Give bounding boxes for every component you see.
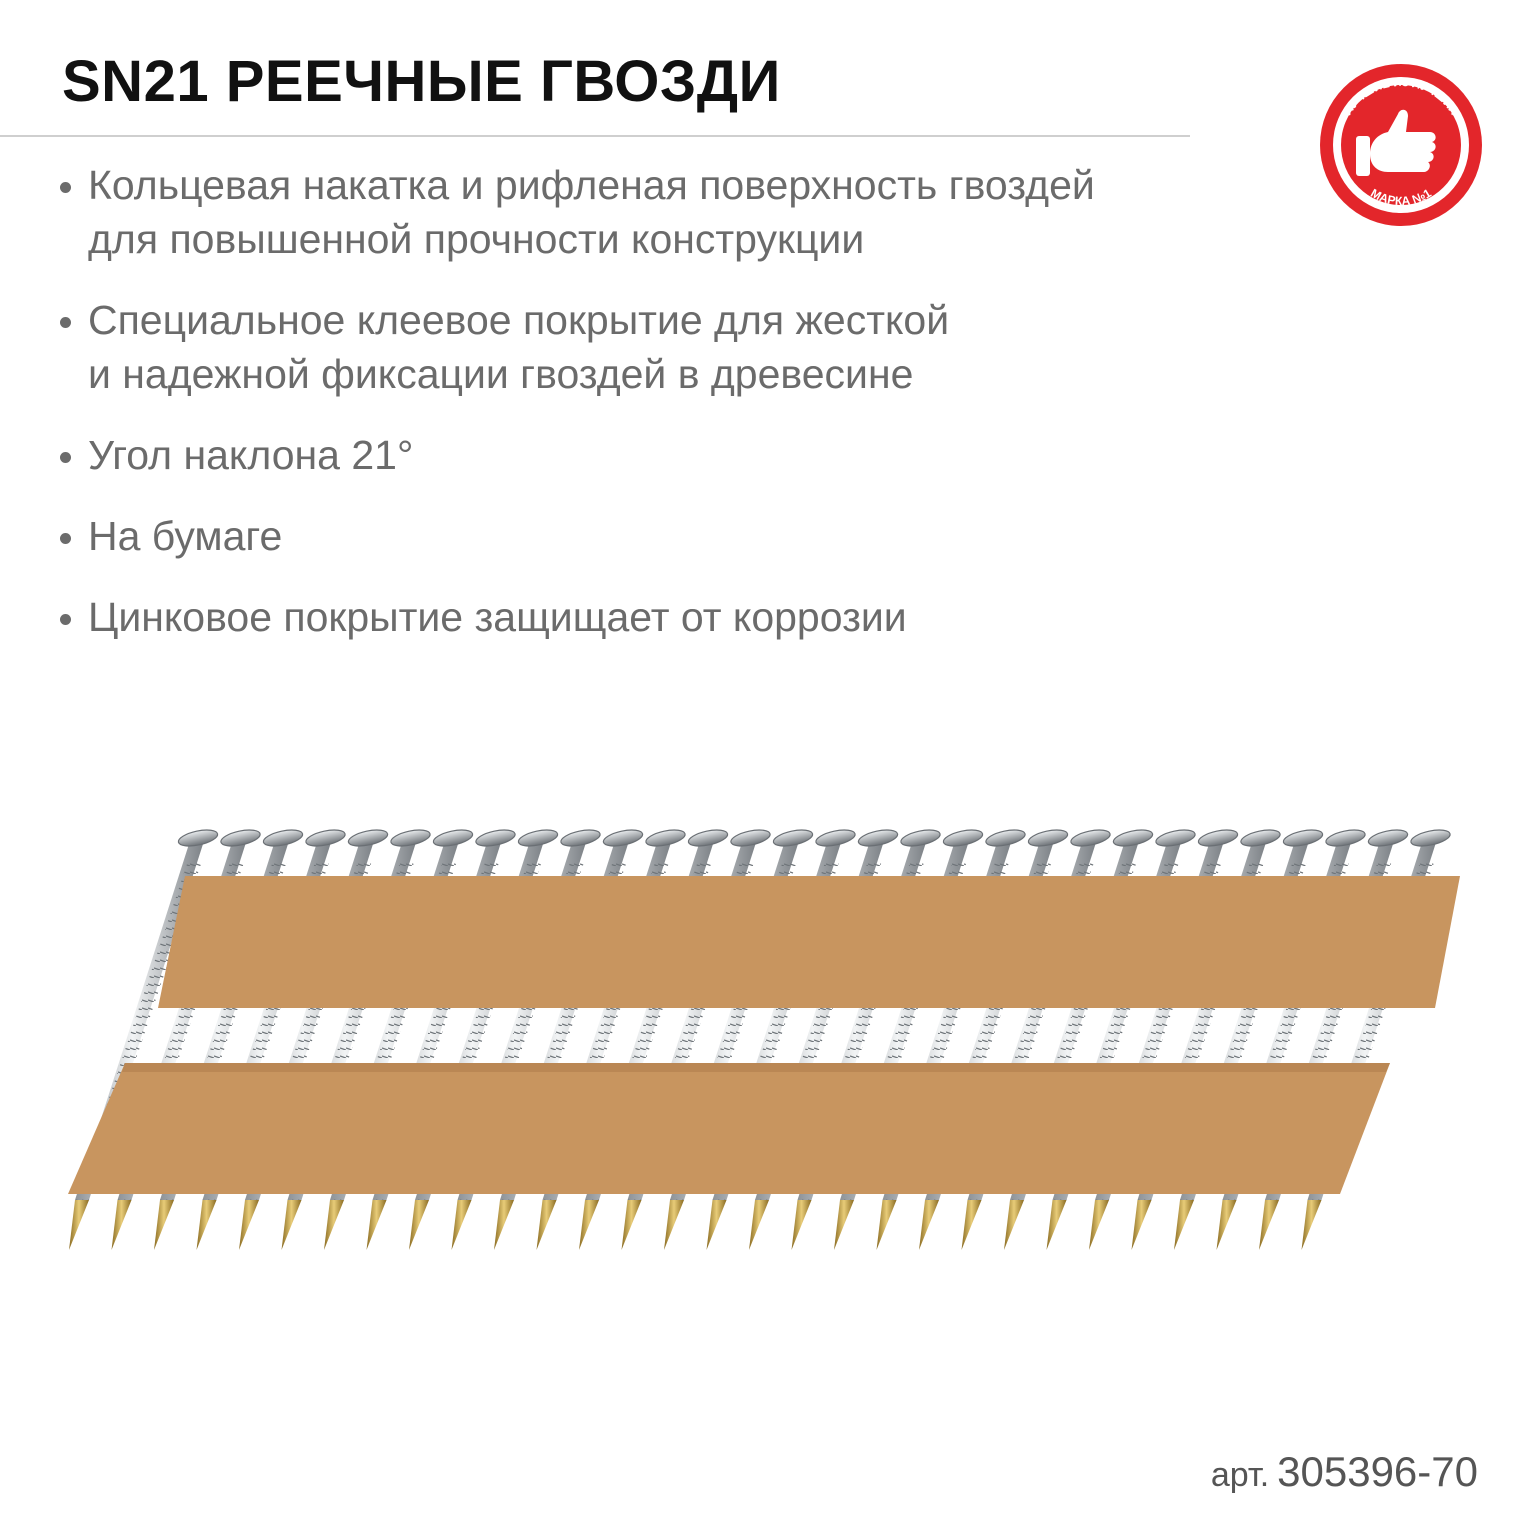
paper-strip-bottom: [68, 1063, 1390, 1194]
badge-bottom-text: МАРКА №1: [1368, 185, 1434, 209]
feature-text: Специальное клеевое покрытие для жесткой: [88, 297, 950, 343]
bullet-icon: [60, 614, 71, 625]
feature-item: [60, 293, 1220, 401]
feature-item: [60, 428, 1220, 482]
bullet-icon: [60, 452, 71, 463]
paper-strip-shadow: [122, 1063, 1390, 1072]
feature-text: Кольцевая накатка и рифленая поверхность гвоздей: [88, 162, 1095, 208]
article-number: [1211, 1448, 1478, 1496]
feature-text: Угол наклона 21°: [88, 432, 414, 478]
feature-list: [60, 158, 1220, 671]
feature-text: и надежной фиксации гвоздей в древесине: [88, 351, 914, 397]
feature-text: для повышенной прочности конструкции: [88, 216, 865, 262]
article-code: 305396-70: [1277, 1448, 1478, 1495]
nail-strip-image: [40, 810, 1500, 1280]
feature-item: [60, 158, 1220, 266]
badge-top-text: ЛУЧШИЕ ИЗ ЛУЧШИХ: [1342, 76, 1460, 118]
bullet-icon: [60, 533, 71, 544]
bullet-icon: [60, 182, 71, 193]
article-prefix: арт.: [1210, 1456, 1270, 1494]
feature-item: [60, 509, 1220, 563]
feature-text: Цинковое покрытие защищает от коррозии: [88, 594, 907, 640]
paper-strip-top: [158, 876, 1460, 1008]
feature-item: [60, 590, 1220, 644]
brand-badge: [1318, 62, 1484, 228]
bullet-icon: [60, 317, 71, 328]
title-divider: [0, 135, 1190, 137]
feature-text: На бумаге: [88, 513, 283, 559]
page-title: SN21 РЕЕЧНЫЕ ГВОЗДИ: [62, 49, 781, 114]
